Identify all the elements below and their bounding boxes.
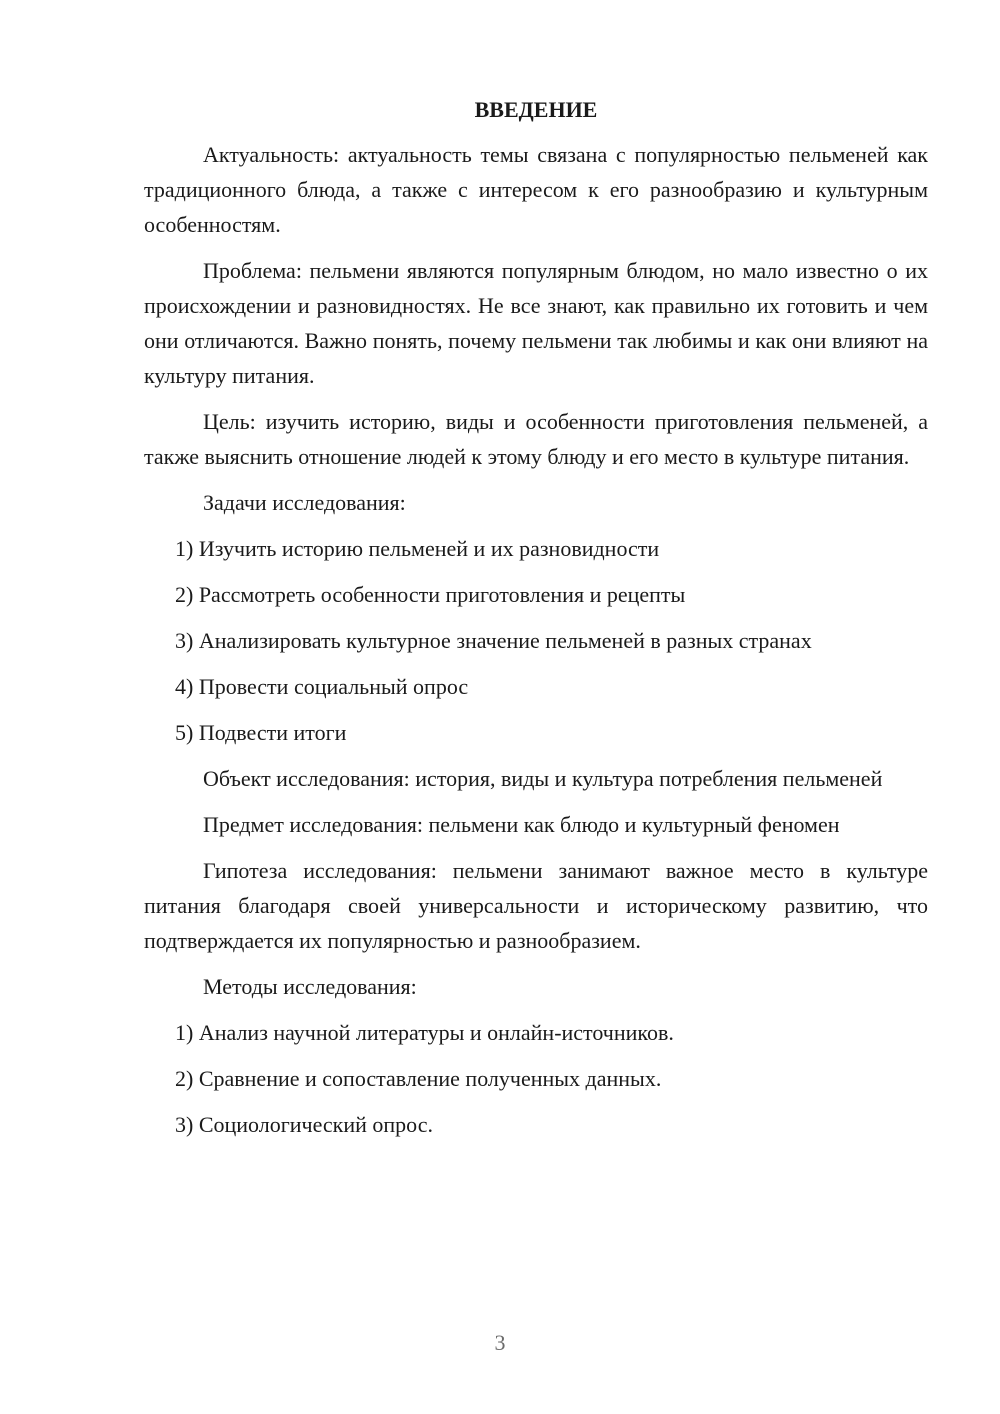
methods-heading: Методы исследования:: [203, 974, 417, 999]
method-item: 1) Анализ научной литературы и онлайн-источников.: [175, 1020, 674, 1045]
section-title: ВВЕДЕНИЕ: [474, 97, 598, 122]
page-number: 3: [494, 1330, 506, 1355]
document-page: [144, 92, 928, 1153]
task-item: 1) Изучить историю пельменей и их разновидности: [175, 536, 660, 561]
object-paragraph: Объект исследования: история, виды и культура потребления пельменей: [203, 766, 883, 791]
task-item: 3) Анализировать культурное значение пельменей в разных странах: [175, 628, 812, 653]
relevance-paragraph: Актуальность: актуальность темы связана с популярностью пельменей как традиционного блюда, а также с интересом к его разнообразию и культурным особенностям.: [144, 142, 928, 237]
method-item: 2) Сравнение и сопоставление полученных данных.: [175, 1066, 662, 1091]
task-item: 2) Рассмотреть особенности приготовления и рецепты: [175, 582, 686, 607]
task-item: 5) Подвести итоги: [175, 720, 347, 745]
task-item: 4) Провести социальный опрос: [175, 674, 469, 699]
tasks-heading: Задачи исследования:: [203, 490, 406, 515]
method-item: 3) Социологический опрос.: [175, 1112, 433, 1137]
goal-paragraph: Цель: изучить историю, виды и особенности приготовления пельменей, а также выяснить отношение людей к этому блюду и его место в культуре питания.: [144, 409, 928, 469]
hypothesis-paragraph: Гипотеза исследования: пельмени занимают важное место в культуре питания благодаря своей универсальности и историческому развитию, что подтверждается их популярностью и разнообразием.: [144, 858, 928, 953]
subject-paragraph: Предмет исследования: пельмени как блюдо и культурный феномен: [203, 812, 840, 837]
problem-paragraph: Проблема: пельмени являются популярным блюдом, но мало известно о их происхождении и разновидностях. Не все знают, как правильно их готовить и чем они отличаются. Важно понять, почему пельмени так любимы и как они влияют на культуру питания.: [144, 258, 928, 388]
